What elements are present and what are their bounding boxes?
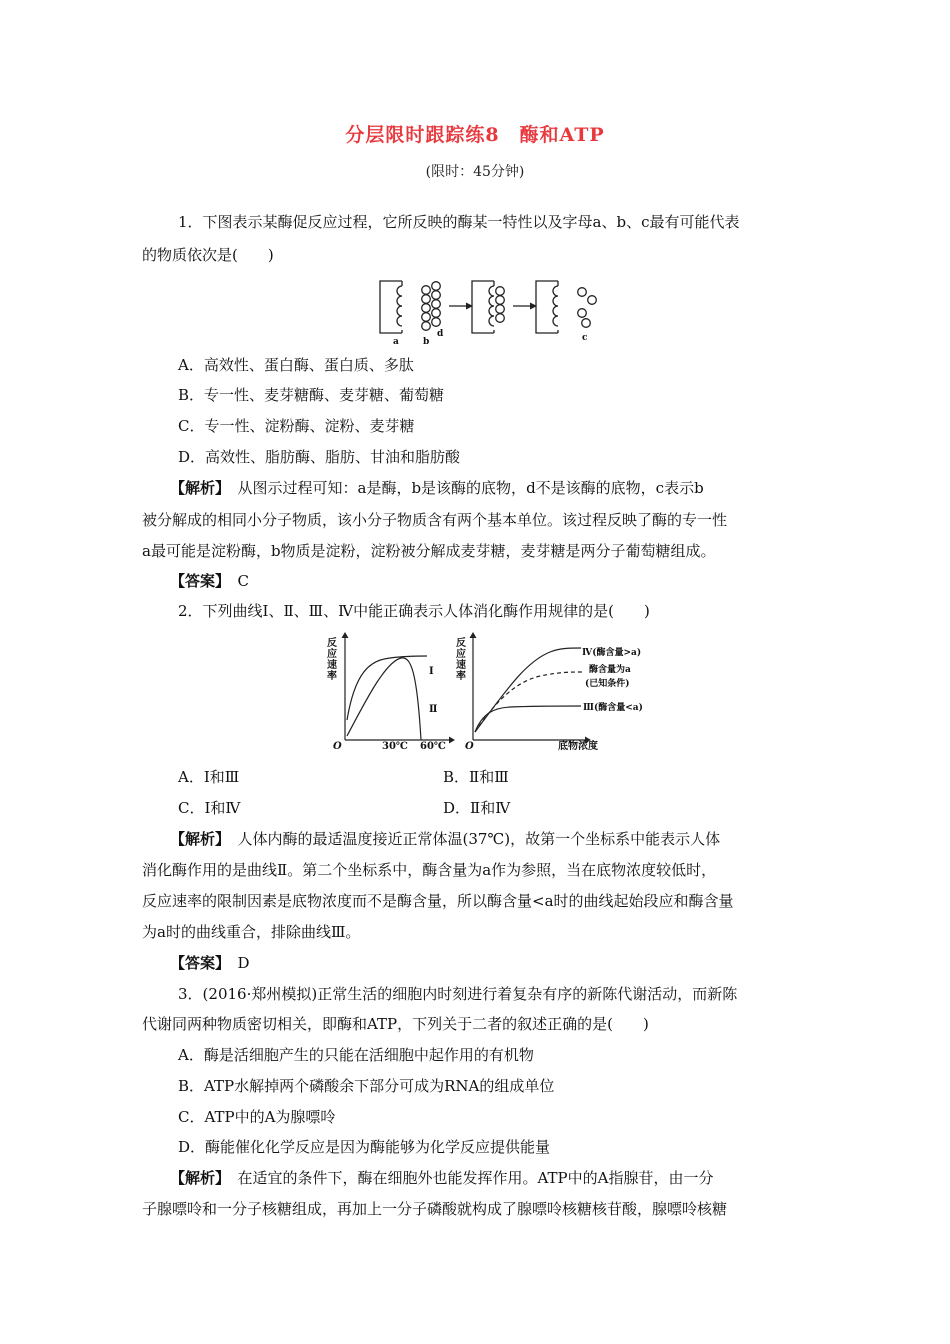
q3-option-a: A．酶是活细胞产生的只能在活细胞中起作用的有机物	[178, 1046, 534, 1064]
g1-curve-II: Ⅱ	[429, 704, 438, 715]
q3-analysis-text: 在适宜的条件下，酶在细胞外也能发挥作用。ATP中的A指腺苷，由一分	[222, 1169, 714, 1187]
q1-answer-value: C	[222, 572, 249, 590]
q3-stem-line2: 代谢同两种物质密切相关，即酶和ATP，下列关于二者的叙述正确的是( )	[142, 1015, 649, 1033]
q3-analysis-line2: 子腺嘌呤和一分子核糖组成，再加上一分子磷酸就构成了腺嘌呤核糖核苷酸，腺嘌呤核糖	[142, 1200, 728, 1218]
g2-curve-a-label-1: 酶含量为a	[589, 665, 631, 675]
g2-ylabel-2: 应	[456, 649, 466, 660]
g2-curve-III-label: Ⅲ(酶含量<a)	[583, 703, 643, 713]
q1-analysis-label: 【解析】	[170, 479, 223, 497]
g1-curve-I: Ⅰ	[429, 666, 434, 677]
q1-option-b: B．专一性、麦芽糖酶、麦芽糖、葡萄糖	[178, 386, 445, 404]
g2-ylabel-1: 反	[456, 638, 466, 649]
time-limit: (限时：45分钟)	[425, 164, 525, 180]
q2-option-d: D．Ⅱ和Ⅳ	[443, 799, 511, 817]
page-title: 分层限时跟踪练8 酶和ATP	[345, 124, 605, 146]
q2-answer-value: D	[222, 954, 250, 972]
q2-stem: 2．下列曲线Ⅰ、Ⅱ、Ⅲ、Ⅳ中能正确表示人体消化酶作用规律的是( )	[178, 602, 650, 620]
g2-xlabel: 底物浓度	[558, 741, 598, 752]
q1-answer-label: 【答案】	[170, 572, 223, 590]
label-a: a	[393, 337, 399, 347]
q2-analysis-line3: 反应速率的限制因素是底物浓度而不是酶含量，所以酶含量<a时的曲线起始段应和酶含量	[142, 892, 734, 910]
label-b: b	[423, 337, 430, 347]
q2-analysis-line4: 为a时的曲线重合，排除曲线Ⅲ。	[142, 923, 361, 941]
q2-answer	[170, 952, 250, 974]
q1-analysis-line2: 被分解成的相同小分子物质，该小分子物质含有两个基本单位。该过程反映了酶的专一性	[142, 511, 728, 529]
g1-tick-60: 60℃	[420, 741, 446, 752]
q2-answer-label: 【答案】	[170, 954, 223, 972]
g1-tick-30: 30℃	[382, 741, 408, 752]
enzyme-reaction-diagram	[376, 278, 608, 348]
q2-analysis-text: 人体内酶的最适温度接近正常体温(37℃)，故第一个坐标系中能表示人体	[222, 830, 721, 848]
q1-answer	[170, 570, 249, 592]
q1-option-c: C．专一性、淀粉酶、淀粉、麦芽糖	[178, 417, 415, 435]
q1-analysis-text: 从图示过程可知：a是酶，b是该酶的底物，d不是该酶的底物，c表示b	[222, 479, 704, 497]
q2-option-a: A．Ⅰ和Ⅲ	[178, 768, 240, 786]
q3-analysis-line1	[170, 1167, 713, 1189]
q3-analysis-label: 【解析】	[170, 1169, 223, 1187]
g2-curve-IV	[475, 648, 581, 732]
q1-option-a: A．高效性、蛋白酶、蛋白质、多肽	[178, 356, 414, 374]
g2-ylabel-4: 率	[456, 671, 466, 682]
g1-ylabel-2: 应	[327, 649, 337, 660]
reaction-rate-graphs	[325, 632, 675, 756]
label-c: c	[582, 333, 588, 343]
q1-stem-line1: 1．下图表示某酶促反应过程，它所反映的酶某一特性以及字母a、b、c最有可能代表	[178, 213, 740, 231]
g2-curve-a-label-2: (已知条件)	[585, 679, 630, 689]
g1-origin: O	[333, 741, 342, 752]
q1-stem-line2: 的物质依次是( )	[142, 246, 274, 264]
q1-analysis-line3: a最可能是淀粉酶，b物质是淀粉，淀粉被分解成麦芽糖，麦芽糖是两分子葡萄糖组成。	[142, 542, 716, 560]
q1-analysis-line1	[170, 477, 704, 499]
q3-option-d: D．酶能催化化学反应是因为酶能够为化学反应提供能量	[178, 1138, 551, 1156]
g1-ylabel-4: 率	[327, 671, 337, 682]
q1-option-d: D．高效性、脂肪酶、脂肪、甘油和脂肪酸	[178, 448, 461, 466]
g2-origin: O	[465, 741, 474, 752]
g1-curve-II	[347, 658, 421, 740]
g1-curve-I	[347, 656, 427, 720]
g1-ylabel-1: 反	[327, 638, 337, 649]
q2-option-b: B．Ⅱ和Ⅲ	[443, 768, 509, 786]
g2-curve-IV-label: Ⅳ(酶含量>a)	[582, 648, 642, 658]
g2-curve-a	[475, 672, 583, 732]
label-d: d	[437, 329, 444, 339]
q3-option-c: C．ATP中的A为腺嘌呤	[178, 1108, 336, 1126]
q2-analysis-line1	[170, 828, 720, 850]
q2-option-c: C．Ⅰ和Ⅳ	[178, 799, 241, 817]
q2-analysis-line2: 消化酶作用的是曲线Ⅱ。第二个坐标系中，酶含量为a作为参照，当在底物浓度较低时，	[142, 861, 717, 879]
g1-ylabel-3: 速	[327, 660, 337, 671]
g2-ylabel-3: 速	[456, 660, 466, 671]
q3-option-b: B．ATP水解掉两个磷酸余下部分可成为RNA的组成单位	[178, 1077, 555, 1095]
q3-stem-line1: 3．(2016·郑州模拟)正常生活的细胞内时刻进行着复杂有序的新陈代谢活动，而新陈	[178, 985, 738, 1003]
q2-analysis-label: 【解析】	[170, 830, 223, 848]
